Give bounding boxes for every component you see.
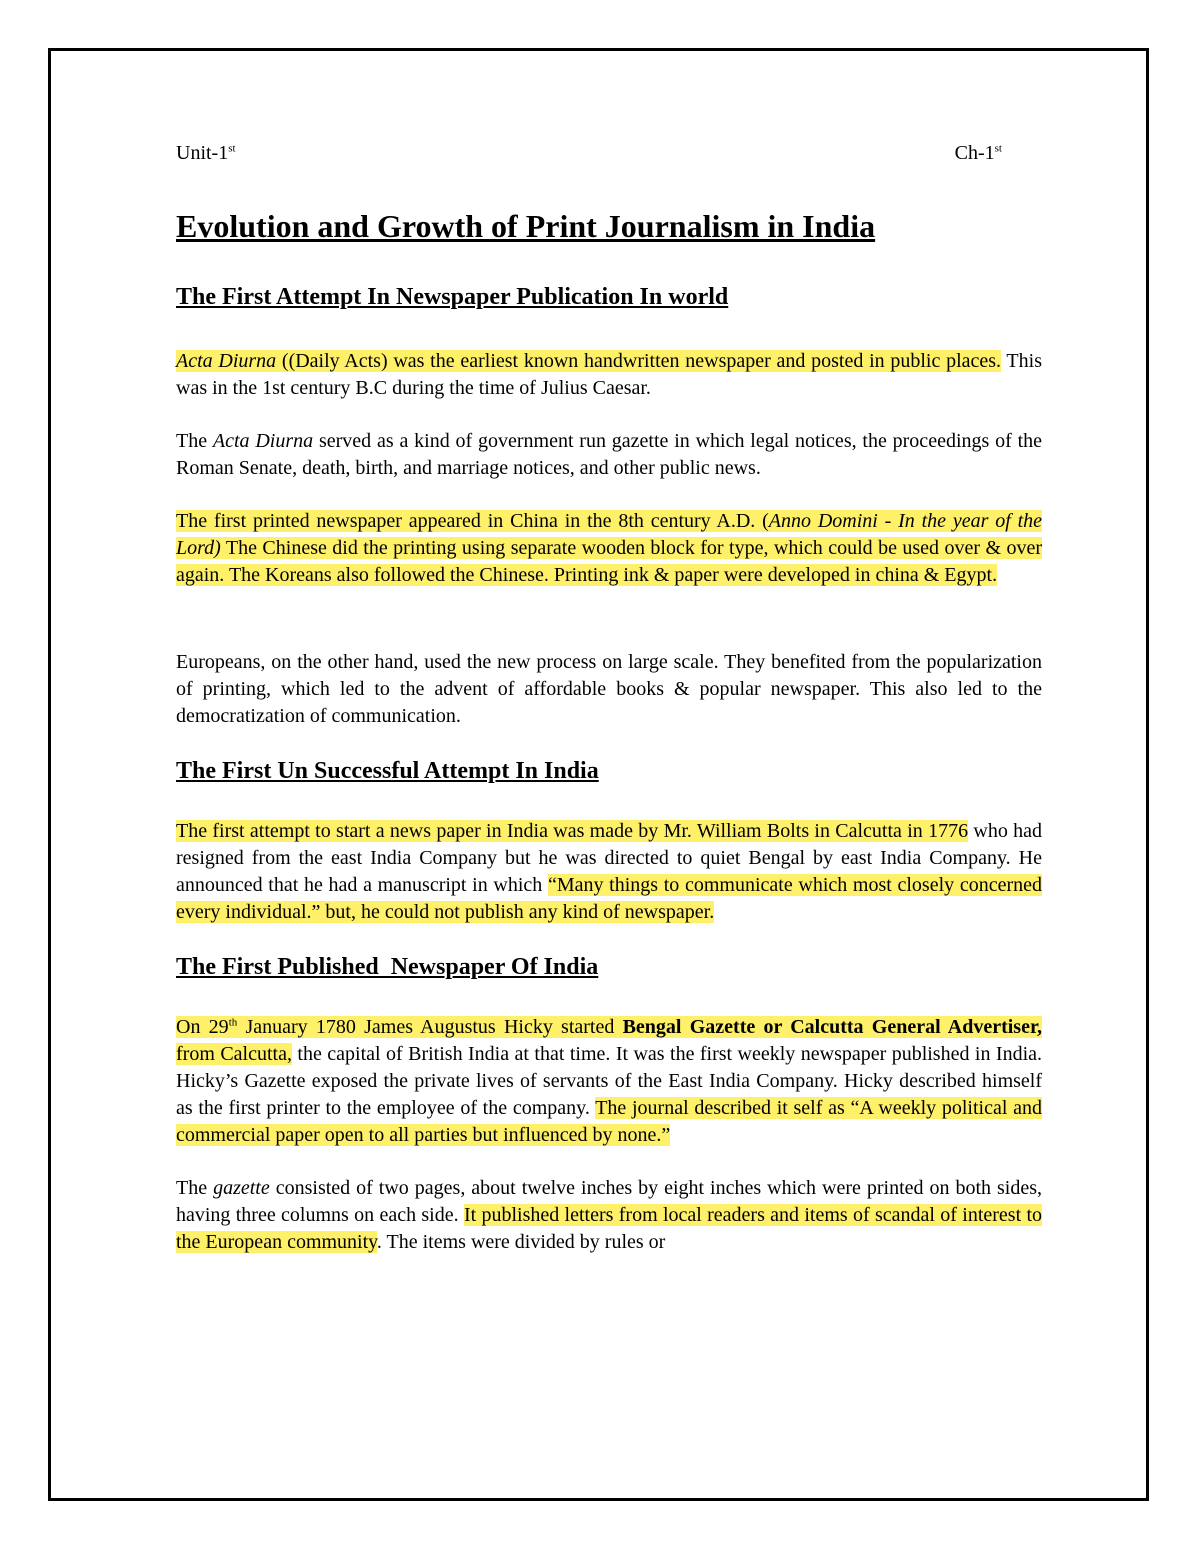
chapter-label: Ch-1st xyxy=(954,142,1002,164)
paragraph-hicky-gazette: On 29th January 1780 James Augustus Hicky started Bengal Gazette or Calcutta General Advertiser, from Calcutta, the capital of British India at that time. It was the first weekly newspaper published in India. Hicky’s Gazette exposed the private lives of servants of the East India Company. Hicky described himself as the first printer to the employee of the company. The journal described it self as “A weekly political and commercial paper open to all parties but influenced by none.” xyxy=(176,1016,1042,1146)
paragraph-gazette-format: The gazette consisted of two pages, about twelve inches by eight inches which were printed on both sides, having three columns on each side. It published letters from local readers and items of scandal of interest to the European community. The items were divided by rules or xyxy=(176,1177,1043,1253)
page-header xyxy=(176,142,1042,176)
section-heading-first-attempt-world: The First Attempt In Newspaper Publication In world xyxy=(176,284,729,310)
section-heading-unsuccessful-attempt: The First Un Successful Attempt In India xyxy=(176,758,599,784)
section-heading-first-published-newspaper: The First Published Newspaper Of India xyxy=(176,954,599,980)
document-content xyxy=(176,142,1042,1256)
paragraph-europeans: Europeans, on the other hand, used the new process on large scale. They benefited from the popularization of printing, which led to the advent of affordable books & popular newspaper. This also led to the democratization of communication. xyxy=(176,651,1042,727)
document-title: Evolution and Growth of Print Journalism in India xyxy=(176,208,876,244)
unit-label: Unit-1st xyxy=(176,142,236,164)
paragraph-china-printing: The first printed newspaper appeared in China in the 8th century A.D. (Anno Domini - In the year of the Lord) The Chinese did the printing using separate wooden block for type, which could be used over & over again. The Koreans also followed the Chinese. Printing ink & paper were developed in china & Egypt. xyxy=(176,510,1043,586)
paragraph-william-bolts: The first attempt to start a news paper in India was made by Mr. William Bolts in Calcutta in 1776 who had resigned from the east India Company but he was directed to quiet Bengal by east India Company. He announced that he had a manuscript in which “Many things to communicate which most closely concerned every individual.” but, he could not publish any kind of newspaper. xyxy=(176,820,1042,923)
paragraph-acta-diurna-gazette: The Acta Diurna served as a kind of government run gazette in which legal notices, the proceedings of the Roman Senate, death, birth, and marriage notices, and other public news. xyxy=(176,430,1042,479)
paragraph-acta-diurna: Acta Diurna ((Daily Acts) was the earliest known handwritten newspaper and posted in public places. This was in the 1st century B.C during the time of Julius Caesar. xyxy=(176,350,1042,399)
